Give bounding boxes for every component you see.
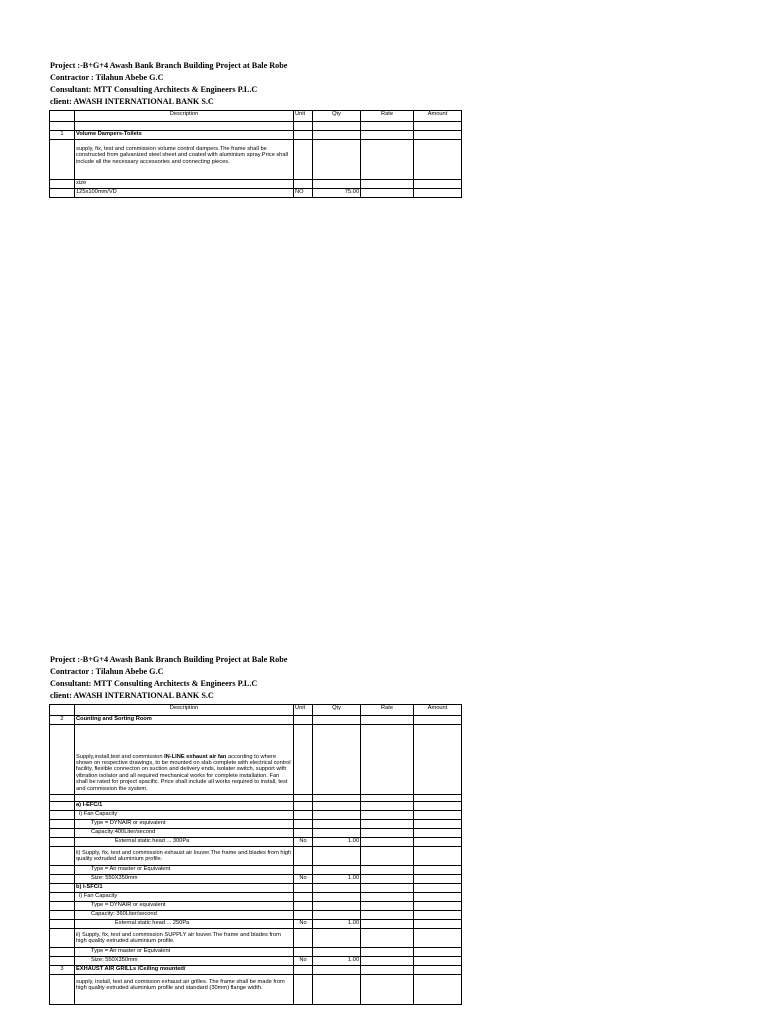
louver-type: Type = Air master or Equivalent (75, 866, 294, 875)
table-row (50, 725, 462, 795)
boq-table (49, 110, 462, 198)
item-unit: No (294, 838, 313, 847)
table-row (50, 180, 462, 189)
table-row (50, 875, 462, 884)
table-row (50, 829, 462, 838)
spec-text: supply, fix, test and commission volume control dampers.The frame shall be constructed from galvanized steel sheet and coated with aluminium spray.Price shall include all the necessary accessories and connecting pieces. (75, 140, 294, 180)
col-description-header: Description (75, 111, 294, 122)
table-row (50, 929, 462, 948)
item-unit: No (294, 920, 313, 929)
project-line: Project :-B+G+4 Awash Bank Branch Building Project at Bale Robe (50, 655, 288, 664)
spec-text: supply, install, test and comission exhaust air grilles. The frame shall be made from high quality extruded aluminium profile and standard (30mm) flange width. (75, 975, 294, 1005)
consultant-line: Consultant: MTT Consulting Architects & Engineers P.L.C (50, 678, 258, 688)
section-title: Volume Dampers-Toilets (75, 131, 294, 140)
boq-table (49, 704, 462, 1005)
project-line: Project :-B+G+4 Awash Bank Branch Building Project at Bale Robe (50, 61, 288, 70)
table-row (50, 811, 462, 820)
louver-size: Size: 550X350mm (75, 875, 294, 884)
table-row (50, 902, 462, 911)
table-row (50, 131, 462, 140)
fan-capacity: Capacity: 360Liter/second (75, 911, 294, 920)
item-qty: 1.00 (313, 838, 361, 847)
table-row (50, 957, 462, 966)
louver-type: Type = Air master or Equivalent (75, 948, 294, 957)
item-unit: No (294, 875, 313, 884)
table-header-row (50, 705, 462, 716)
col-qty-header: Qty (313, 705, 361, 716)
size-label: size (75, 180, 294, 189)
consultant-line: Consultant: MTT Consulting Architects & Engineers P.L.C (50, 84, 258, 94)
table-row (50, 975, 462, 1005)
table-row (50, 838, 462, 847)
item-unit: No (294, 957, 313, 966)
table-row (50, 802, 462, 811)
fan-capacity-label: i) Fan Capacity (75, 893, 294, 902)
sheet-header (50, 60, 768, 108)
table-row (50, 911, 462, 920)
fan-title: b) I-SFC/1 (75, 884, 294, 893)
sheet-2 (0, 654, 768, 992)
spec-text (75, 725, 294, 795)
table-row (50, 189, 462, 198)
item-qty: 1.00 (313, 875, 361, 884)
col-rate-header: Rate (361, 705, 414, 716)
section-title: EXHAUST AIR GRILLs /Ceiling mounted/ (75, 966, 294, 975)
spec-text-part1: Supply,install,test and commission (76, 753, 165, 760)
louver-size: Size: 550X350mm (75, 957, 294, 966)
contractor-line: Contractor : Tilahun Abebe G.C (50, 666, 164, 676)
client-line: client: AWASH INTERNATIONAL BANK S.C (50, 690, 214, 700)
item-qty: 75.00 (313, 189, 361, 198)
fan-type: Type = DYNAIR or equivalent (75, 820, 294, 829)
fan-capacity: Capacity:400Liter/second (75, 829, 294, 838)
item-number: 1 (50, 131, 75, 140)
col-no-header (50, 705, 75, 716)
table-row (50, 866, 462, 875)
item-number: 2 (50, 716, 75, 725)
table-header-row (50, 111, 462, 122)
col-unit-header: Unit (294, 705, 313, 716)
col-unit-header: Unit (294, 111, 313, 122)
fan-static-head: External static head ... 250Pa (75, 920, 294, 929)
fan-capacity-label: i) Fan Capacity (75, 811, 294, 820)
item-qty: 1.00 (313, 920, 361, 929)
col-description-header: Description (75, 705, 294, 716)
client-line: client: AWASH INTERNATIONAL BANK S.C (50, 96, 214, 106)
section-title: Counting and Sorting Room (75, 716, 294, 725)
item-qty: 1.00 (313, 957, 361, 966)
item-description: 125x100mm/VD (75, 189, 294, 198)
col-qty-header: Qty (313, 111, 361, 122)
fan-type: Type = DYNAIR or equivalent (75, 902, 294, 911)
table-row (50, 948, 462, 957)
sheet-header (50, 654, 768, 702)
table-row (50, 140, 462, 180)
spec-text-part2: according to where shown on respective drawings, to be mounted on slab complete with electrical control facility, flexible connecton on suction and delivery ends, isolater switch, support with vibration isolator and all required mechanical works for complete installation. Fan shall be rated for project spacific. Price shall include all works required to install, test and commission the system. (76, 753, 291, 792)
table-row (50, 893, 462, 902)
table-row (50, 795, 462, 802)
item-unit: NO (294, 189, 313, 198)
table-row (50, 820, 462, 829)
col-amount-header: Amount (414, 111, 462, 122)
col-rate-header: Rate (361, 111, 414, 122)
contractor-line: Contractor : Tilahun Abebe G.C (50, 72, 164, 82)
fan-static-head: External static head ... 300Pa (75, 838, 294, 847)
table-row (50, 847, 462, 866)
col-amount-header: Amount (414, 705, 462, 716)
sheet-1 (0, 60, 768, 195)
louver-spec: ii) Supply, fix, test and commission SUPPLY air louver.The frame and blades from high quality extruded aluminium profile. (75, 929, 294, 948)
col-no-header (50, 111, 75, 122)
table-row (50, 920, 462, 929)
spec-text-bold: IN-LINE exhaust air fan (164, 753, 227, 760)
table-row (50, 884, 462, 893)
louver-spec: ii) Supply, fix, test and commission exhaust air louver.The frame and blades from high quality extruded aluminium profile. (75, 847, 294, 866)
table-row (50, 716, 462, 725)
table-row (50, 122, 462, 131)
table-row (50, 966, 462, 975)
item-number: 3 (50, 966, 75, 975)
fan-title: a) I-EFC/1 (75, 802, 294, 811)
